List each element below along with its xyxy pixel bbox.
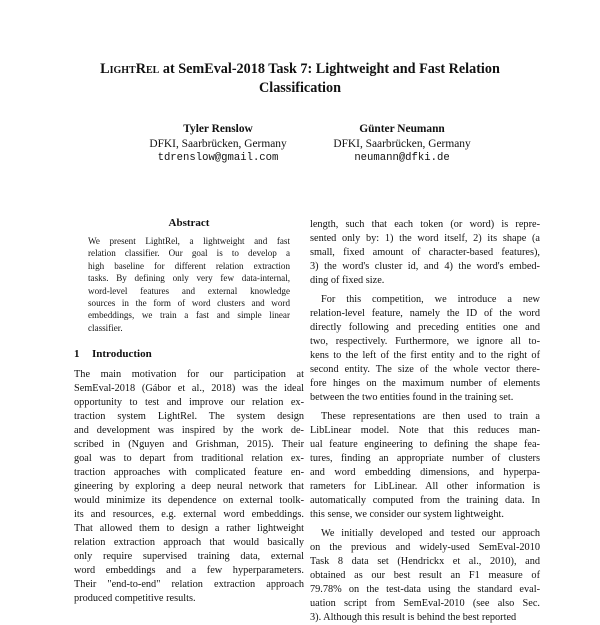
text-line: These representations are then used to train a [321,411,540,422]
text-line: SemEval-2018 (Gábor et al., 2018) was the ideal [74,383,304,395]
text-line: would minimize its dependence on external toolk- [74,495,304,507]
left-column [74,216,304,606]
text-line: The main motivation for our participation at [74,369,304,381]
section-number: 1 [74,348,80,361]
text-line: sources in the form of word clusters and word [88,297,290,308]
text-line: gineering by exploring a deep neural network that [74,481,304,493]
text-line: goal was to depart from traditional relation ex- [74,453,304,465]
text-line: kens to the left of the first entity and to the right of [310,350,540,361]
text-line: 3) the word's cluster id, and 4) the word's embed- [310,261,540,272]
text-line: small, fixed amount of character-based features), [310,247,540,258]
title-system-name: LightRel [100,61,160,77]
text-line: uation script from SemEval-2010 (see also Sec. [310,598,540,609]
text-line: on the previous and widely-used SemEval-2010 [310,542,540,553]
text-line: sented only by: 1) the word itself, 2) its shape (a [310,233,540,244]
text-line: embeddings, we train a fast and simple linear [88,310,290,321]
text-line: produced competitive results. [74,593,196,605]
text-line: relation-level feature, namely the ID of the word [310,308,540,319]
author-affiliation: DFKI, Saarbrücken, Germany [333,137,471,150]
text-line: directly following and preceding entities one and [310,322,540,333]
author-email: neumann@dfki.de [354,152,450,164]
text-line: two, respectively. Furthermore, we ignore all to- [310,336,540,347]
title-main: at SemEval-2018 Task 7: Lightweight and Fast Relation [159,61,500,77]
text-line: fore hinges on the maximum number of elements [310,378,540,389]
text-line: obtained as our best result an F1 measure of [310,570,540,581]
text-line: Their "end-to-end" relation extraction approach [74,579,304,591]
author-affiliation: DFKI, Saarbrücken, Germany [149,137,287,150]
text-line: only require supervised training data, external [74,551,304,563]
text-line: high baseline for different relation extraction [88,260,290,271]
author-block-2 [302,122,502,166]
body-paragraph [310,527,540,625]
text-line: ual feature engineering to defining the shape fea- [310,439,540,450]
introduction-paragraph [74,368,304,606]
text-line: word embeddings and a few hyperparameters. [74,565,304,577]
right-column [310,218,540,625]
text-line: relation extraction approach that would basically [74,537,304,549]
author-block-1 [118,122,318,166]
text-line: and development was inspired by the work de- [74,425,304,437]
body-paragraph [310,410,540,522]
text-line: this sense, we consider our system lightweight. [310,509,504,520]
text-line: tasks. By defining only very few data-internal, [88,273,290,284]
text-line: between the two entities found in the training set. [310,392,514,403]
text-line: That allowed them to design a rather lightweight [74,523,304,535]
text-line: tures, finding an appropriate number of clusters [310,453,540,464]
text-line: automatically computed from the training data. In [310,495,540,506]
text-line: second entity. The size of the whole vector there- [310,364,540,375]
text-line: We initially developed and tested our approach [321,528,540,539]
text-line: word-level features and external knowledge [88,285,290,296]
text-line: and word embedding dimensions, and hyperpa- [310,467,540,478]
text-line: 79.78% on the test-data using the standard eval- [310,584,540,595]
text-line: traction system LightRel. The system design [74,411,304,423]
text-line: opportunity to test and improve our relation ex- [74,397,304,409]
text-line: length, such that each token (or word) is repre- [310,219,540,230]
author-email: tdrenslow@gmail.com [157,152,279,164]
text-line: We present LightRel, a lightweight and fast [88,236,290,246]
body-paragraph [310,293,540,405]
author-name: Günter Neumann [359,123,445,135]
section-title: Introduction [92,348,152,361]
text-line: 3). Although this result is behind the best reported [310,612,517,623]
text-line: its and resources, e.g. external word embeddings. [74,509,304,521]
author-name: Tyler Renslow [183,123,253,135]
title-second-line: Classification [259,80,341,96]
text-line: LibLinear model. Note that this reduces man- [310,425,540,436]
text-line: For this competition, we introduce a new [321,294,540,305]
abstract-text [88,235,290,334]
paper-title [60,60,540,98]
text-line: relation classifier. Our goal is to develop a [88,248,290,259]
text-line: traction approaches with complicated feature en- [74,467,304,479]
body-paragraph [310,218,540,288]
text-line: scribed in (Nguyen and Grishman, 2015). Their [74,439,304,451]
section-heading [74,347,304,361]
text-line: rameters for LibLinear. All other information is [310,481,540,492]
text-line: classifier. [88,322,123,333]
text-line: Task 8 data set (Hendrickx et al., 2010), and [310,556,540,567]
abstract-heading: Abstract [168,217,210,229]
text-line: ding of fixed size. [310,275,385,286]
